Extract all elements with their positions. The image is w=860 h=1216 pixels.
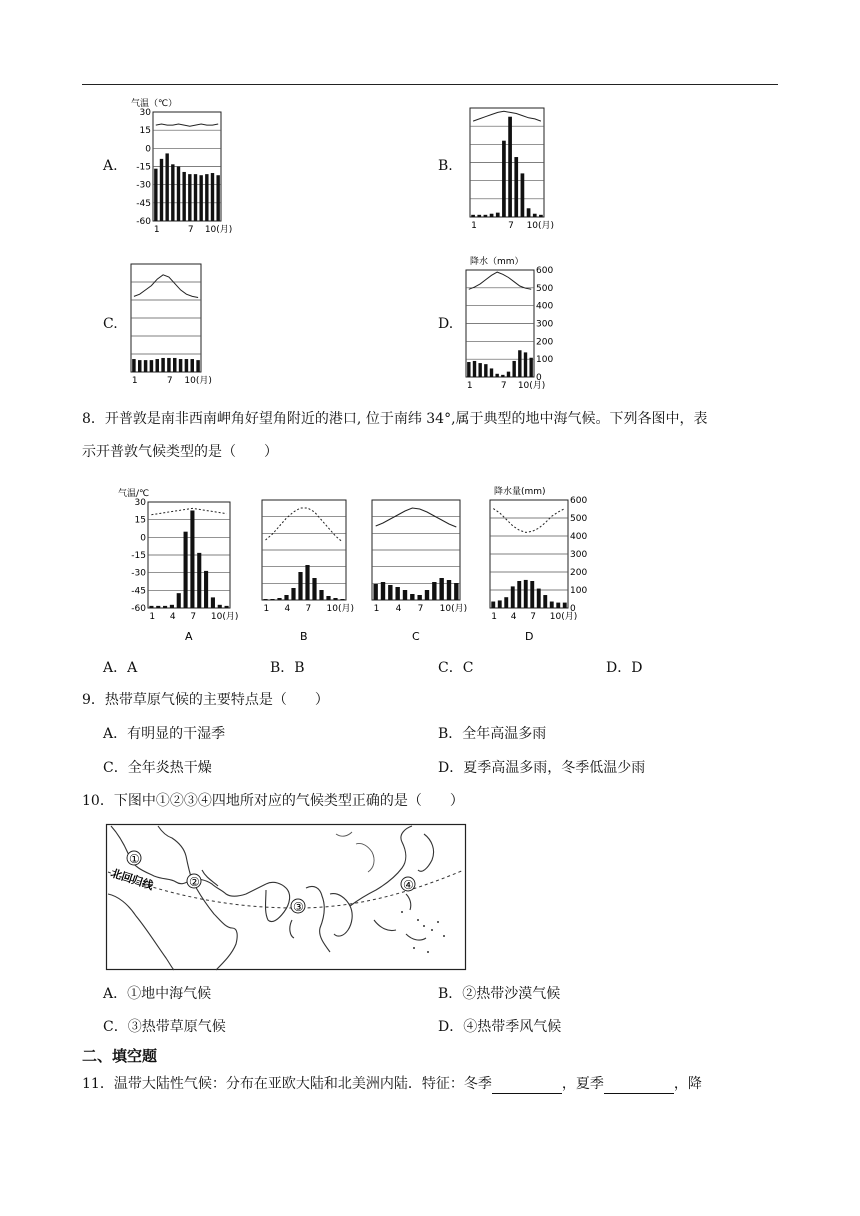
chart-xtick: 7: [190, 612, 197, 622]
marker-4: ④: [403, 878, 414, 892]
precip-bar: [425, 590, 429, 600]
temperature-curve: [156, 124, 218, 126]
chart-ytick: 30: [139, 108, 151, 118]
q9-number: 9．: [82, 692, 105, 708]
precip-bar: [381, 582, 385, 600]
chart-xtick: 7: [187, 225, 194, 235]
precip-bar: [298, 572, 302, 600]
q9-option-d[interactable]: D．夏季高温多雨，冬季低温少雨: [438, 760, 646, 776]
precip-bar: [504, 597, 508, 608]
chart-xtick: 1: [149, 612, 156, 622]
chart-xtick: 1: [373, 604, 380, 614]
chart-ytick: 15: [134, 515, 146, 526]
precip-bar: [527, 208, 531, 217]
q8-option-a[interactable]: A．A: [103, 660, 138, 676]
precip-bar: [432, 582, 436, 600]
chart-rtick: 500: [536, 283, 554, 294]
chart-xtick: 10(月): [517, 381, 546, 391]
precip-bar: [170, 605, 174, 608]
chart-ylabel: 降水（mm）: [470, 257, 524, 267]
chart-xtick: 10(月): [549, 612, 578, 622]
precip-bar: [182, 172, 185, 221]
precip-bar: [211, 173, 214, 221]
precip-bar: [473, 361, 476, 377]
precip-bar: [491, 602, 495, 608]
chart-ytick: -30: [131, 568, 146, 579]
chart-xtick: 1: [263, 604, 270, 614]
q10-option-c[interactable]: C．③热带草原气候: [103, 1019, 226, 1035]
precip-bar: [373, 584, 377, 600]
q10-number: 10．: [82, 793, 114, 809]
precip-bar: [477, 215, 481, 217]
precip-bar: [156, 359, 160, 372]
precip-bar: [156, 606, 160, 608]
tropic-label: 北回归线: [109, 866, 155, 893]
precip-bar: [403, 590, 407, 600]
chart-ytick: -15: [131, 551, 146, 561]
chart-caption: C: [412, 630, 420, 643]
q8-chart-d: [486, 482, 598, 642]
chart-rtick: 200: [570, 568, 588, 578]
chart-rtick: 0: [570, 604, 576, 614]
q11-blank-summer[interactable]: [604, 1079, 674, 1094]
chart-xtick: 4: [169, 612, 176, 622]
chart-xtick: 7: [500, 381, 507, 391]
precip-bar: [154, 169, 157, 221]
q11-text-a: 温带大陆性气候：分布在亚欧大陆和北美洲内陆．特征：冬季: [113, 1076, 492, 1092]
precip-bar: [191, 359, 195, 372]
q11-stem: [82, 1074, 702, 1094]
precip-bar: [495, 374, 498, 377]
chart-ytick: 0: [145, 144, 151, 155]
chart-ylabel: 降水量(mm): [494, 487, 546, 497]
chart-ytick: -60: [136, 217, 151, 227]
chart-ytick: -45: [131, 586, 146, 597]
precip-bar: [216, 175, 219, 221]
q11-text-b: ，夏季: [561, 1076, 604, 1092]
chart-rtick: 600: [570, 496, 588, 506]
q7-option-d-label[interactable]: D.: [438, 316, 454, 332]
chart-xtick: 4: [395, 604, 402, 614]
chart-rtick: 300: [570, 550, 588, 560]
precip-bar: [163, 606, 167, 608]
precip-bar: [165, 153, 168, 221]
precip-bar: [333, 598, 337, 600]
q11-text-c: ，降: [673, 1076, 702, 1092]
temperature-curve: [266, 508, 343, 542]
precip-bar: [173, 358, 177, 372]
precip-bar: [270, 599, 274, 600]
precip-bar: [177, 593, 181, 608]
precip-bar: [225, 606, 229, 608]
chart-xtick: 1: [153, 225, 160, 235]
precip-bar: [179, 359, 183, 372]
precip-bar: [184, 532, 188, 608]
marker-3: ③: [293, 900, 304, 914]
q10-option-b[interactable]: B．②热带沙漠气候: [438, 986, 561, 1002]
chart-caption: A: [185, 630, 193, 643]
chart-xtick: 7: [166, 376, 173, 386]
q7-chart-c: [125, 258, 225, 388]
chart-ytick: -15: [136, 162, 151, 173]
q9-option-c[interactable]: C．全年炎热干燥: [103, 760, 212, 776]
precip-bar: [439, 578, 443, 600]
marker-2: ②: [189, 875, 200, 889]
precip-bar: [512, 361, 515, 377]
q9-option-a[interactable]: A．有明显的干湿季: [103, 726, 226, 742]
q8-chart-a: [118, 482, 239, 643]
chart-ytick: 30: [134, 498, 146, 508]
header-rule: [82, 84, 778, 85]
precip-bar: [417, 595, 421, 600]
precip-bar: [514, 157, 518, 217]
precip-bar: [533, 214, 537, 217]
chart-rtick: 0: [536, 373, 542, 383]
temperature-curve: [134, 275, 198, 298]
q8-number: 8．: [82, 411, 105, 427]
q8-chart-c: [368, 490, 472, 642]
precip-bar: [277, 598, 281, 600]
section-2-title: 二、填空题: [82, 1047, 158, 1065]
precip-bar: [454, 583, 458, 600]
precip-bar: [199, 175, 202, 221]
chart-ylabel: 气温（℃）: [131, 99, 178, 109]
precip-bar: [388, 585, 392, 600]
chart-xtick: 10(月): [184, 376, 212, 386]
chart-xtick: 7: [530, 612, 536, 622]
chart-xtick: 1: [491, 612, 497, 622]
temperature-curve: [151, 508, 226, 514]
chart-ytick: -60: [131, 604, 146, 614]
precip-bar: [502, 141, 506, 217]
precip-bar: [521, 173, 525, 217]
temperature-curve: [473, 111, 541, 121]
chart-xtick: 10(月): [526, 221, 555, 231]
precip-bar: [524, 580, 528, 608]
q8-text-line2: 示开普敦气候类型的是（ ）: [82, 444, 278, 460]
chart-caption: B: [300, 630, 308, 643]
marker-1: ①: [129, 852, 140, 866]
chart-xtick: 10(月): [210, 612, 239, 622]
precip-bar: [517, 581, 521, 608]
chart-rtick: 400: [570, 532, 588, 542]
precip-bar: [284, 595, 288, 600]
precip-bar: [171, 164, 174, 221]
precip-bar: [550, 602, 554, 608]
precip-bar: [197, 553, 201, 608]
chart-xtick: 1: [471, 221, 477, 231]
precip-bar: [196, 360, 200, 372]
precip-bar: [508, 117, 512, 217]
precip-bar: [144, 360, 148, 372]
chart-ytick: -30: [136, 180, 151, 191]
chart-xtick: 10(月): [439, 604, 468, 614]
chart-caption: D: [525, 630, 534, 643]
chart-xtick: 4: [284, 604, 291, 614]
precip-bar: [263, 599, 267, 600]
precip-bar: [305, 565, 309, 600]
chart-xtick: 1: [131, 376, 138, 386]
precip-bar: [490, 214, 494, 217]
precip-bar: [204, 571, 208, 608]
precip-bar: [149, 606, 153, 608]
temperature-curve: [376, 508, 457, 527]
chart-rtick: 400: [536, 301, 554, 312]
precip-bar: [211, 597, 215, 608]
precip-bar: [291, 588, 295, 600]
precip-bar: [484, 364, 487, 377]
precip-bar: [150, 360, 154, 372]
precip-bar: [539, 215, 543, 217]
q10-option-d[interactable]: D．④热带季风气候: [438, 1019, 562, 1035]
precip-bar: [556, 603, 560, 608]
precip-bar: [185, 359, 189, 372]
q9-option-b[interactable]: B．全年高温多雨: [438, 726, 547, 742]
q8-chart-b: [258, 490, 358, 642]
q8-option-c[interactable]: C．C: [438, 660, 474, 676]
precip-bar: [511, 586, 515, 608]
q8-line1: [82, 409, 708, 429]
precip-bar: [132, 359, 136, 372]
precip-bar: [524, 352, 527, 377]
chart-rtick: 500: [570, 514, 588, 524]
precip-bar: [471, 215, 475, 217]
precip-bar: [190, 510, 194, 608]
precip-bar: [312, 578, 316, 600]
precip-bar: [496, 213, 500, 217]
precip-bar: [205, 174, 208, 221]
q8-text-line1: 开普敦是南非西南岬角好望角附近的港口, 位于南纬 34°,属于典型的地中海气候。下列各图中，表: [104, 411, 708, 427]
q7-chart-a: [125, 92, 233, 237]
precip-bar: [490, 368, 493, 377]
precip-bar: [467, 362, 470, 377]
q11-blank-winter[interactable]: [492, 1079, 562, 1094]
q7-option-a-label[interactable]: A.: [103, 158, 118, 174]
q7-option-b-label[interactable]: B.: [438, 158, 453, 174]
q11-number: 11．: [82, 1076, 114, 1092]
temperature-curve: [469, 272, 531, 289]
precip-bar: [218, 605, 222, 608]
chart-xtick: 4: [510, 612, 517, 622]
precip-bar: [138, 360, 142, 372]
temperature-curve: [493, 509, 565, 533]
precip-bar: [484, 215, 488, 217]
chart-rtick: 100: [570, 586, 588, 596]
chart-rtick: 300: [536, 319, 554, 330]
precip-bar: [340, 599, 344, 600]
q7-chart-d: [460, 248, 560, 393]
q8-option-d[interactable]: D．D: [606, 660, 643, 676]
precip-bar: [530, 581, 534, 608]
chart-ytick: -45: [136, 198, 151, 209]
precip-bar: [410, 594, 414, 600]
precip-bar: [319, 590, 323, 600]
precip-bar: [326, 596, 330, 600]
q10-map: [106, 824, 466, 970]
chart-xtick: 7: [508, 221, 514, 231]
chart-xtick: 10(月): [204, 225, 233, 235]
q9-text: 热带草原气候的主要特点是（ ）: [104, 692, 329, 708]
precip-bar: [167, 358, 171, 372]
chart-rtick: 200: [536, 337, 554, 348]
q10-option-a[interactable]: A．①地中海气候: [103, 986, 212, 1002]
chart-ytick: 0: [140, 533, 146, 544]
q10-text: 下图中①②③④四地所对应的气候类型正确的是（ ）: [113, 793, 464, 809]
precip-bar: [447, 580, 451, 600]
map-frame: [107, 825, 466, 970]
precip-bar: [194, 174, 197, 221]
precip-bar: [543, 595, 547, 608]
precip-bar: [501, 375, 504, 377]
precip-bar: [529, 358, 532, 377]
chart-ylabel: 气温/℃: [118, 489, 150, 499]
chart-xtick: 7: [305, 604, 312, 614]
precip-bar: [518, 350, 521, 377]
precip-bar: [161, 358, 165, 372]
precip-bar: [188, 174, 191, 221]
q9-stem: [82, 690, 329, 710]
q7-chart-b: [460, 98, 555, 233]
q10-stem: [82, 791, 464, 811]
chart-ytick: 15: [139, 126, 151, 137]
precip-bar: [160, 159, 163, 221]
q7-option-c-label[interactable]: C.: [103, 316, 118, 332]
precip-bar: [507, 372, 510, 377]
chart-rtick: 600: [536, 266, 554, 276]
precip-bar: [498, 600, 502, 608]
chart-xtick: 1: [466, 381, 473, 391]
q8-option-b[interactable]: B．B: [270, 660, 305, 676]
chart-xtick: 7: [417, 604, 424, 614]
chart-xtick: 10(月): [326, 604, 354, 614]
precip-bar: [177, 167, 180, 222]
chart-rtick: 100: [536, 355, 554, 366]
precip-bar: [478, 363, 481, 377]
precip-bar: [537, 589, 541, 608]
precip-bar: [395, 587, 399, 600]
precip-bar: [563, 603, 567, 608]
